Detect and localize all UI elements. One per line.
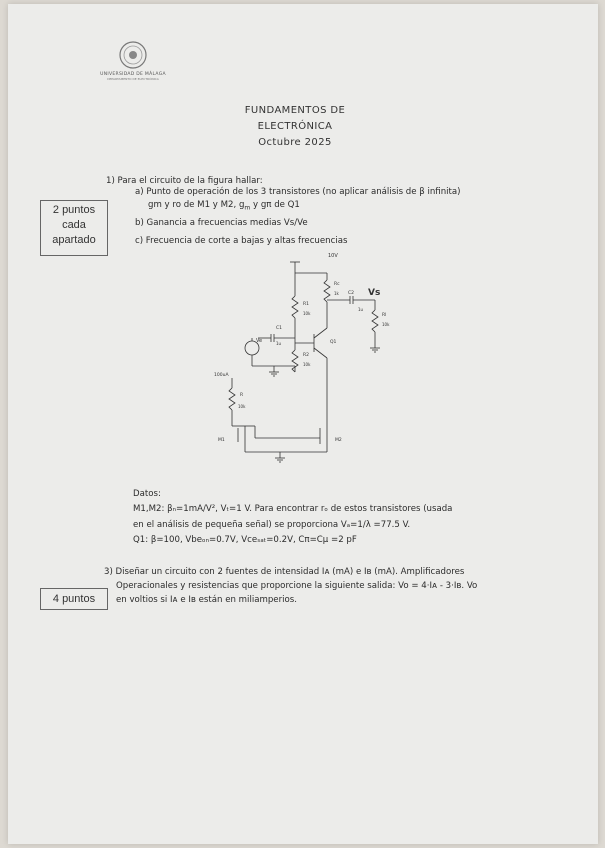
university-seal-icon: [118, 40, 148, 70]
circuit-diagram: [210, 248, 410, 473]
c1-value: 1u: [276, 341, 282, 346]
datos-line-1: M1,M2: βₙ=1mA/V², Vₜ=1 V. Para encontrar rₒ de estos transistores (usada: [133, 504, 453, 514]
c1-label: C1: [276, 326, 283, 331]
q1-label: Q1: [330, 340, 337, 345]
question-3-line-2: Operacionales y resistencias que proporcione la siguiente salida: Vo = 4·Iᴀ - 3·Iʙ. Vo: [116, 581, 478, 591]
logo-department-name: DEPARTAMENTO DE ELECTRÓNICA: [107, 77, 159, 81]
c2-label: C2: [348, 291, 355, 296]
exam-title: [200, 103, 390, 151]
current-source-label: 100uA: [214, 373, 229, 378]
title-line-1: FUNDAMENTOS DE: [244, 105, 346, 116]
question-3-line-3: en voltios si Iᴀ e Iʙ están en miliamperios.: [116, 595, 297, 605]
question-1b: b) Ganancia a frecuencias medias Vs/Ve: [135, 218, 308, 228]
r1-value: 10k: [303, 311, 311, 316]
r-value: 10k: [238, 404, 246, 409]
vs-label: Vs: [368, 288, 381, 298]
points-line-2: cada: [62, 219, 86, 231]
vcc-label: 10V: [328, 253, 338, 259]
points-line-1: 2 puntos: [52, 204, 96, 216]
r2-value: 10k: [303, 362, 311, 367]
question-1a-line2: gm y ro de M1 y M2, $g_m$ y gπ de Q1: [148, 200, 300, 212]
c2-value: 1u: [358, 307, 364, 312]
university-logo: [88, 40, 178, 81]
points-line-3: apartado: [52, 234, 96, 246]
datos-line-2: en el análisis de pequeña señal) se proporciona Vₐ=1/λ =77.5 V.: [133, 520, 411, 530]
r-label: R: [240, 393, 244, 398]
question-1a: a) Punto de operación de los 3 transistores (no aplicar análisis de β infinita): [135, 187, 461, 197]
question-1-intro: 1) Para el circuito de la figura hallar:: [106, 176, 263, 186]
rl-label: Rl: [382, 313, 387, 318]
points-box-q1: [40, 200, 108, 256]
r1-label: R1: [303, 302, 309, 307]
points-box-q3: 4 puntos: [40, 588, 108, 610]
logo-university-name: UNIVERSIDAD DE MÁLAGA: [100, 72, 166, 77]
rc-value: 1k: [334, 291, 339, 296]
rl-value: 10k: [382, 322, 390, 327]
r2-label: R2: [303, 353, 309, 358]
m2-label: M2: [335, 438, 342, 443]
title-line-2: ELECTRÓNICA: [257, 121, 333, 132]
question-3-line-1: 3) Diseñar un circuito con 2 fuentes de intensidad Iᴀ (mA) e Iʙ (mA). Amplificadores: [104, 567, 465, 577]
exam-date: Octubre 2025: [258, 137, 332, 148]
m1-label: M1: [218, 438, 225, 443]
ve-label: Ve: [256, 338, 263, 344]
datos-label: Datos:: [133, 489, 161, 499]
datos-line-3: Q1: β=100, Vbeₒₙ=0.7V, Vceₛₐₜ=0.2V, Cπ=Cμ =2 pF: [133, 535, 357, 545]
question-1c: c) Frecuencia de corte a bajas y altas frecuencias: [135, 236, 348, 246]
rc-label: Rc: [334, 282, 340, 287]
